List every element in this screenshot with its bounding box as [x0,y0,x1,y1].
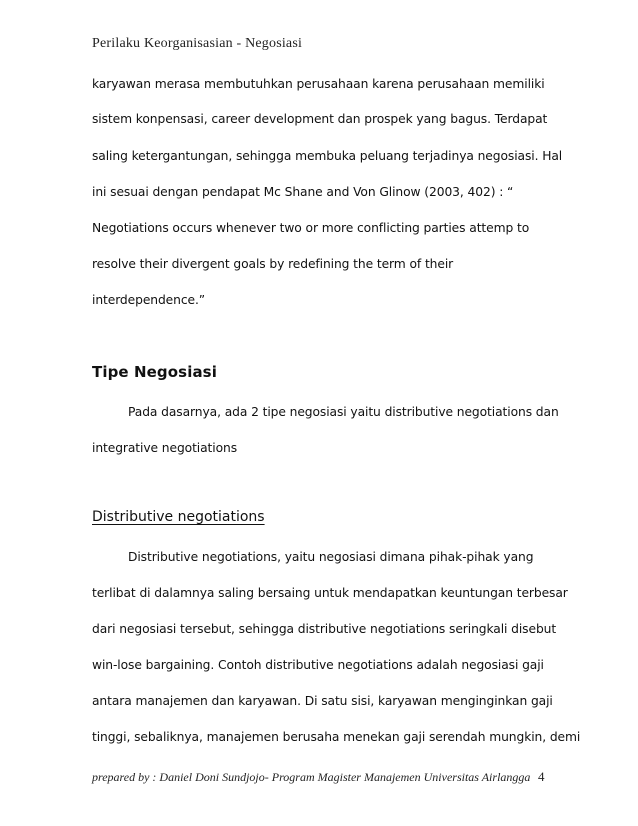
text-line: ini sesuai dengan pendapat Mc Shane and Von Glinow (2003, 402) : “ [92,185,514,199]
text-line: Pada dasarnya, ada 2 tipe negosiasi yaitu distributive negotiations dan [128,405,559,419]
text-line: karyawan merasa membutuhkan perusahaan karena perusahaan memiliki [92,77,545,91]
text-line: resolve their divergent goals by redefining the term of their [92,257,454,271]
text-line: dari negosiasi tersebut, sehingga distributive negotiations seringkali disebut [92,622,557,636]
page-header: Perilaku Keorganisasian - Negosiasi [92,36,303,51]
text-line: Distributive negotiations, yaitu negosiasi dimana pihak-pihak yang [128,550,534,564]
text-line: antara manajemen dan karyawan. Di satu sisi, karyawan menginginkan gaji [92,694,553,708]
text-line: Negotiations occurs whenever two or more conflicting parties attemp to [92,221,530,235]
text-line: tinggi, sebaliknya, manajemen berusaha menekan gaji serendah mungkin, demi [92,730,581,744]
section-heading-tipe-negosiasi: Tipe Negosiasi [92,363,217,381]
text-line: sistem konpensasi, career development dan prospek yang bagus. Terdapat [92,112,548,126]
text-line: saling ketergantungan, sehingga membuka peluang terjadinya negosiasi. Hal [92,149,563,163]
page-number: 4 [538,769,545,784]
text-line: integrative negotiations [92,441,238,455]
text-line: terlibat di dalamnya saling bersaing untuk mendapatkan keuntungan terbesar [92,586,568,600]
text-line: win-lose bargaining. Contoh distributive negotiations adalah negosiasi gaji [92,658,544,672]
footer-credit: prepared by : Daniel Doni Sundjojo- Program Magister Manajemen Universitas Airlangga [92,770,531,784]
text-line: interdependence.” [92,293,206,307]
section-heading-distributive-negotiations: Distributive negotiations [92,509,265,525]
